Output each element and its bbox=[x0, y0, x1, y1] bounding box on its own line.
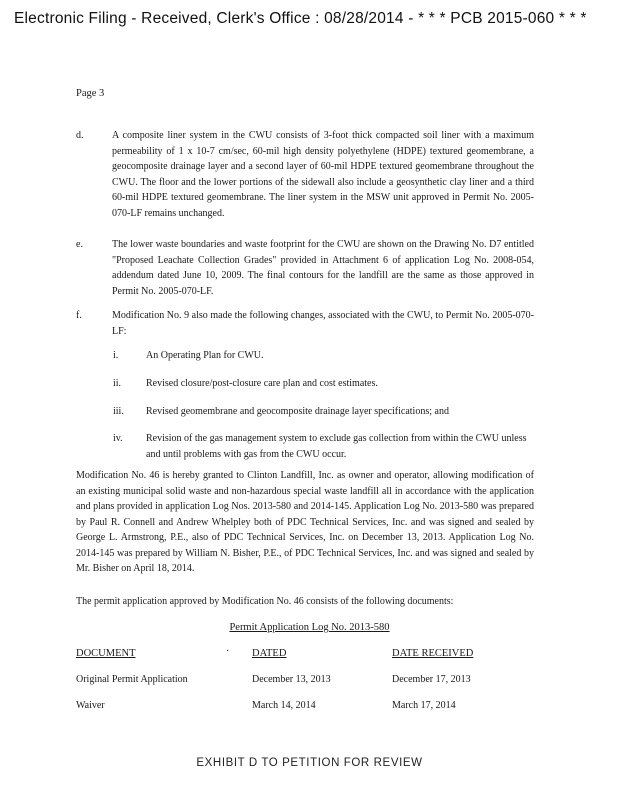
modification-paragraph: Modification No. 46 is hereby granted to Clinton Landfill, Inc. as owner and operator, allowing modification of an existing municipal solid waste and non-hazardous special waste landfill all in accordance with the application and plans provided in application Log Nos. 2013-580 and 2014-145. Application Log No. 2013-580 was prepared by Paul R. Connell and Andrew Whelpley both of PDC Technical Services, Inc. and was signed and sealed by George L. Armstrong, P.E., also of PDC Technical Services, Inc. on December 13, 2013. Application Log No. 2014-145 was prepared by William N. Bisher, P.E., of PDC Technical Services, Inc. and was signed and sealed by Mr. Bisher on April 18, 2014. bbox=[76, 470, 534, 574]
stray-mark: · bbox=[226, 646, 230, 657]
cell-dated: March 14, 2014 bbox=[252, 700, 316, 711]
cell-document: Waiver bbox=[76, 700, 105, 711]
filing-stamp: Electronic Filing - Received, Clerk's Office : 08/28/2014 - * * * PCB 2015-060 * * * bbox=[14, 10, 587, 27]
table-row bbox=[76, 700, 546, 726]
table-title-text: Permit Application Log No. 2013-580 bbox=[229, 622, 390, 633]
documents-table bbox=[76, 648, 546, 726]
cell-dated: December 13, 2013 bbox=[252, 674, 331, 685]
header-dated: DATED bbox=[252, 648, 287, 659]
cell-date-received: December 17, 2013 bbox=[392, 674, 471, 685]
page-number: Page 3 bbox=[76, 88, 105, 99]
sub-item-text: An Operating Plan for CWU. bbox=[146, 350, 264, 361]
header-date-received: DATE RECEIVED bbox=[392, 648, 474, 659]
list-item-e bbox=[76, 237, 534, 299]
list-item-text: The lower waste boundaries and waste footprint for the CWU are shown on the Drawing No. D7 entitled "Proposed Leachate Collection Grades" provided in Attachment 6 of application Log No. 2008-054, addendum dated June 10, 2009. The final contours for the landfill are the same as those approved in Permit No. 2005-070-LF. bbox=[112, 239, 534, 297]
list-item-f bbox=[76, 308, 534, 339]
table-header-row bbox=[76, 648, 546, 674]
sub-item-iv bbox=[113, 431, 533, 462]
sub-item-text: Revised closure/post-closure care plan and cost estimates. bbox=[146, 378, 378, 389]
table-row bbox=[76, 674, 546, 700]
sub-item-iii bbox=[113, 404, 533, 420]
sub-item-ii bbox=[113, 376, 533, 392]
sub-item-i bbox=[113, 348, 533, 364]
list-item-label: d. bbox=[76, 130, 84, 141]
sub-item-label: ii. bbox=[113, 378, 122, 389]
list-item-text: Modification No. 9 also made the following changes, associated with the CWU, to Permit No. 2005-070-LF: bbox=[112, 310, 534, 337]
cell-date-received: March 17, 2014 bbox=[392, 700, 456, 711]
cell-document: Original Permit Application bbox=[76, 674, 188, 685]
exhibit-footer: EXHIBIT D TO PETITION FOR REVIEW bbox=[196, 757, 423, 769]
table-title bbox=[0, 622, 619, 633]
sub-item-label: iii. bbox=[113, 406, 124, 417]
header-document: DOCUMENT bbox=[76, 648, 136, 659]
documents-intro: The permit application approved by Modification No. 46 consists of the following documents: bbox=[76, 596, 454, 607]
list-item-label: e. bbox=[76, 239, 83, 250]
sub-item-label: iv. bbox=[113, 433, 123, 444]
list-item-d bbox=[76, 128, 534, 221]
sub-item-label: i. bbox=[113, 350, 119, 361]
sub-item-text: Revision of the gas management system to exclude gas collection from within the CWU unless and until problems with gas from the CWU occur. bbox=[146, 433, 527, 460]
list-item-text: A composite liner system in the CWU consists of 3-foot thick compacted soil liner with a maximum permeability of 1 x 10-7 cm/sec, 60-mil high density polyethylene (HDPE) textured geomembrane, a geocomposite drainage layer and a second layer of 60-mil HDPE textured geomembrane throughout the CWU. The floor and the lower portions of the sidewall also include a geosynthetic clay liner and a third 60-mil HDPE textured geomembrane. The liner system in the MSW unit approved in Permit No. 2005-070-LF remains unchanged. bbox=[112, 130, 534, 219]
list-item-label: f. bbox=[76, 310, 82, 321]
sub-item-text: Revised geomembrane and geocomposite drainage layer specifications; and bbox=[146, 406, 449, 417]
